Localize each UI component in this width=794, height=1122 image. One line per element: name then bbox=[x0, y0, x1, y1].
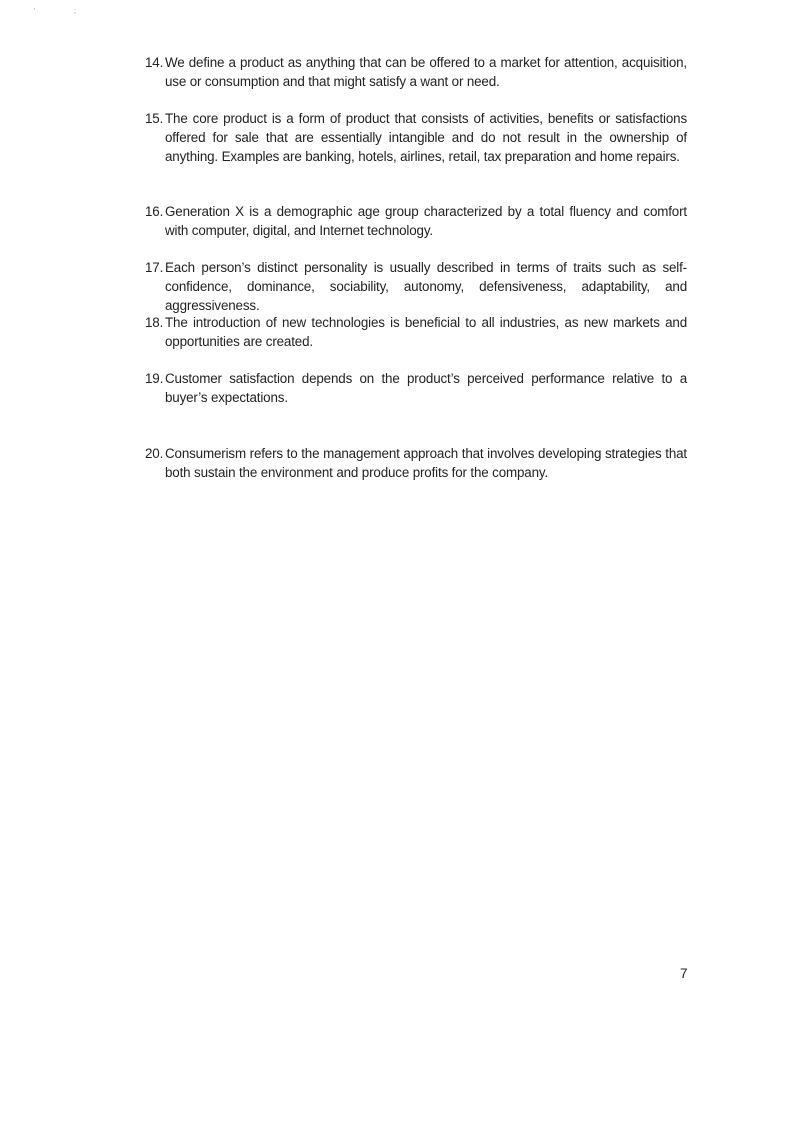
item-text: The introduction of new technologies is beneficial to all industries, as new markets and opportunities are created. bbox=[165, 315, 687, 349]
list-item-18 bbox=[145, 314, 687, 352]
scan-speck: ; bbox=[74, 8, 76, 15]
list-item-17 bbox=[145, 259, 687, 315]
item-number: 17. bbox=[145, 260, 164, 275]
item-number: 15. bbox=[145, 111, 164, 126]
scan-speck: ' bbox=[34, 8, 36, 15]
item-number: 16. bbox=[145, 204, 164, 219]
item-text: Generation X is a demographic age group characterized by a total fluency and comfort with computer, digital, and Internet technology. bbox=[165, 204, 687, 238]
list-item-14 bbox=[145, 54, 687, 92]
item-number: 19. bbox=[145, 371, 164, 386]
item-text: Consumerism refers to the management approach that involves developing strategies that both sustain the environment and produce profits for the company. bbox=[165, 446, 687, 480]
list-item-19 bbox=[145, 370, 687, 408]
item-text: We define a product as anything that can be offered to a market for attention, acquisition, use or consumption and that might satisfy a want or need. bbox=[165, 55, 687, 89]
item-text: Each person’s distinct personality is usually described in terms of traits such as self-confidence, dominance, sociability, autonomy, defensiveness, adaptability, and aggressiveness. bbox=[165, 260, 687, 313]
item-number: 18. bbox=[145, 315, 164, 330]
list-item-15 bbox=[145, 110, 687, 166]
item-text: The core product is a form of product that consists of activities, benefits or satisfactions offered for sale that are essentially intangible and do not result in the ownership of anything. Examples are banking, hotels, airlines, retail, tax preparation and home repairs. bbox=[165, 111, 687, 164]
list-item-20 bbox=[145, 445, 687, 483]
item-number: 20. bbox=[145, 446, 164, 461]
list-item-16 bbox=[145, 203, 687, 241]
page-number: 7 bbox=[680, 966, 688, 981]
item-number: 14. bbox=[145, 55, 164, 70]
item-text: Customer satisfaction depends on the product’s perceived performance relative to a buyer’s expectations. bbox=[165, 371, 687, 405]
